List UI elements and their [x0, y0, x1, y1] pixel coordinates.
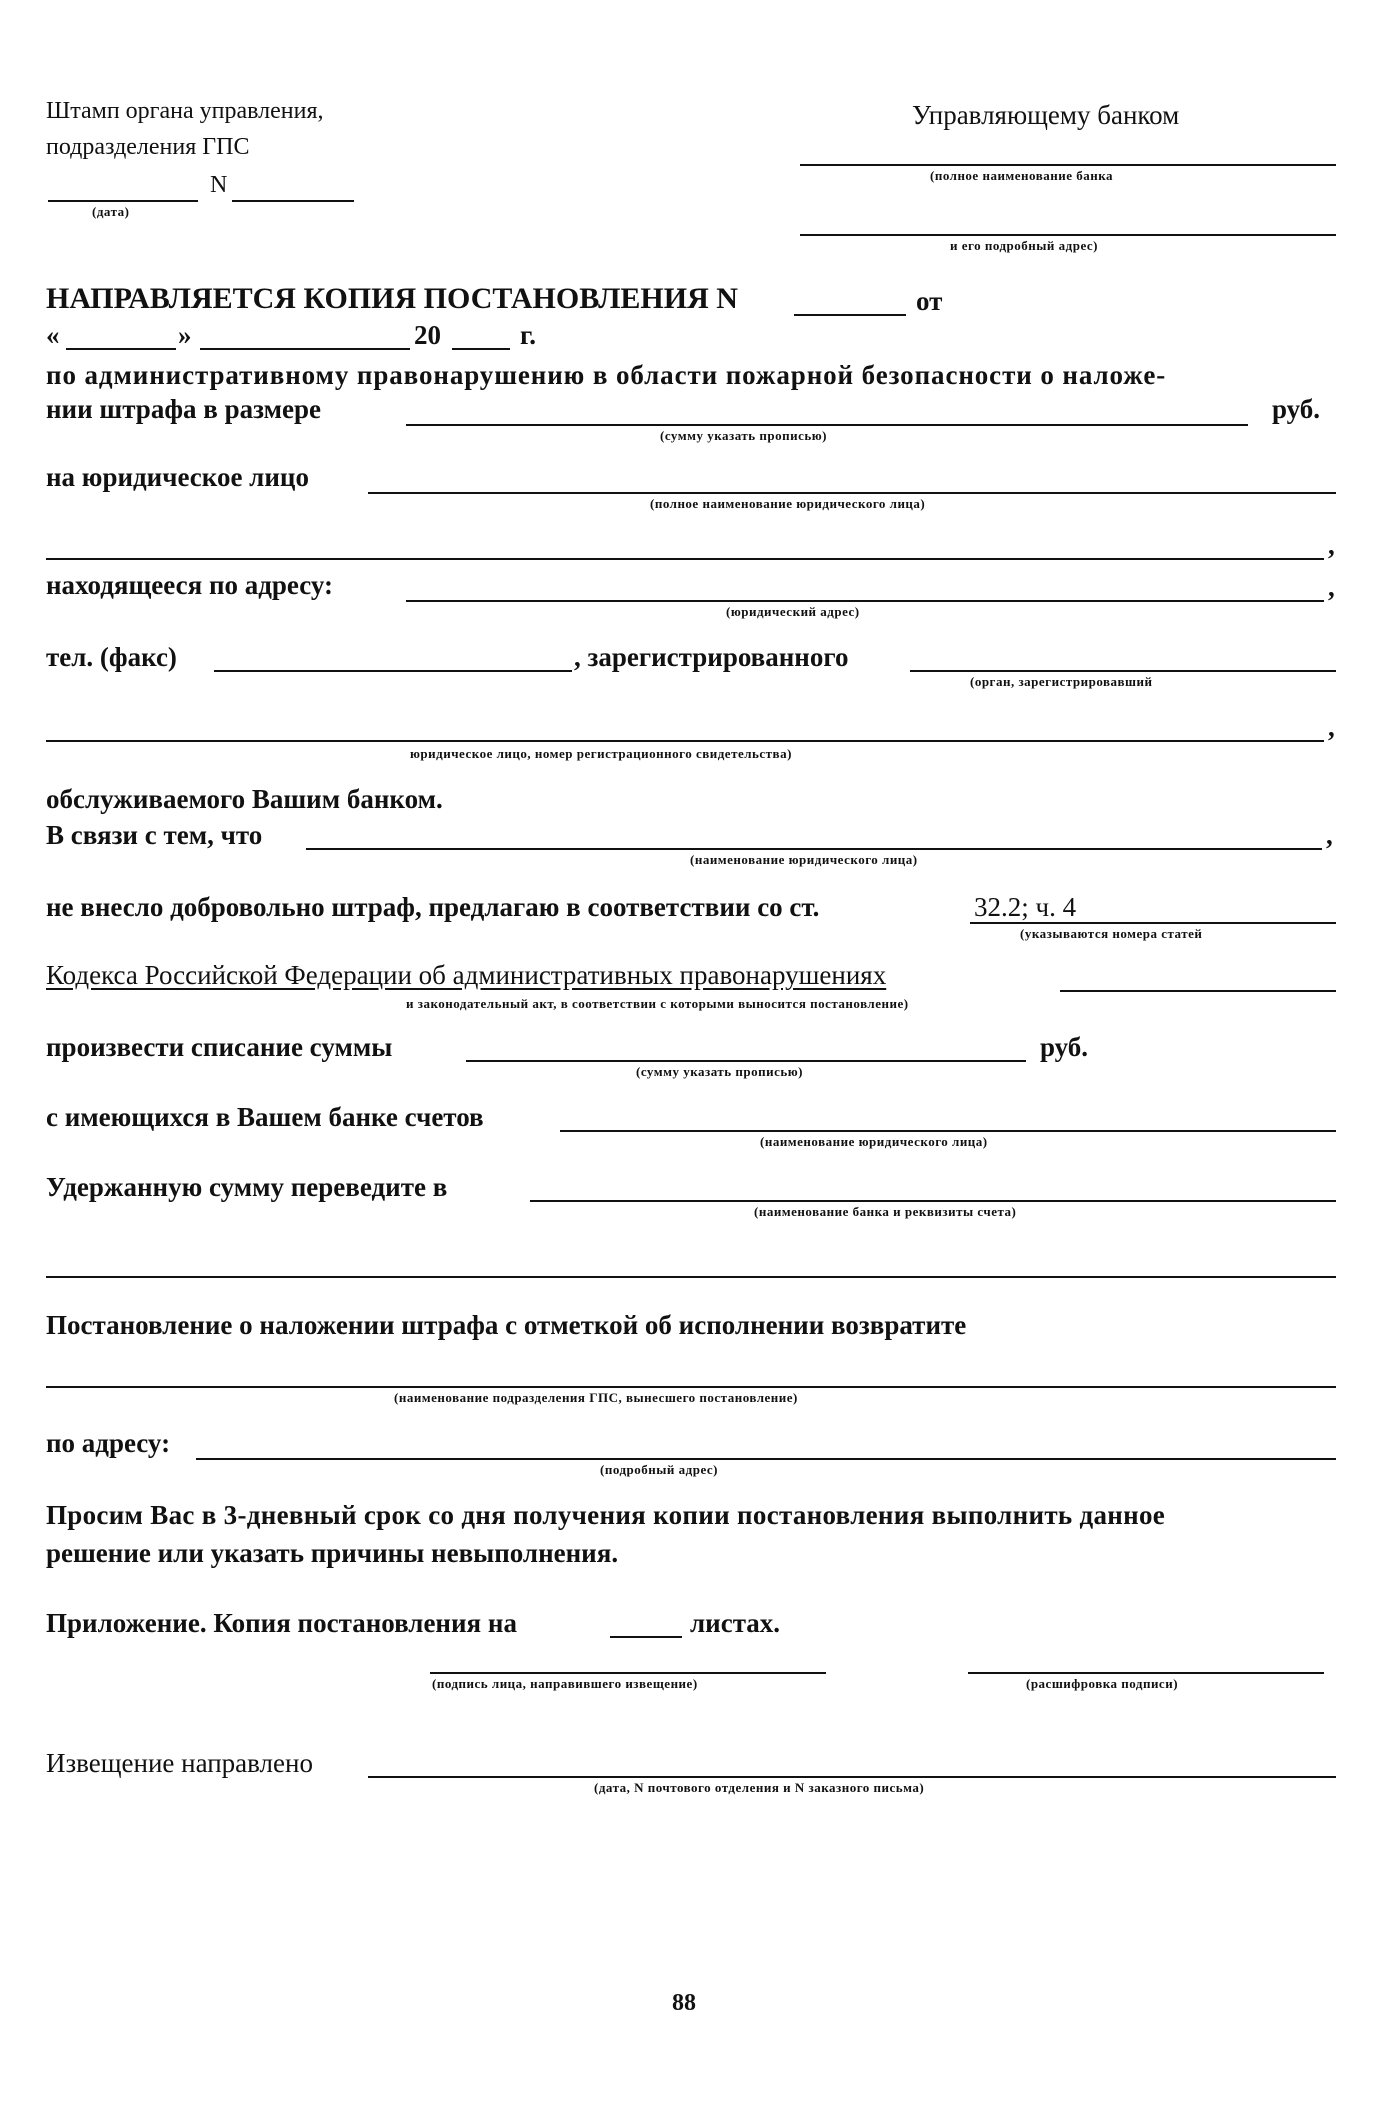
entity-name-caption: (наименование юридического лица) [690, 852, 918, 867]
document-title: НАПРАВЛЯЕТСЯ КОПИЯ ПОСТАНОВЛЕНИЯ N [46, 282, 738, 315]
from-label: от [916, 286, 943, 316]
page-number: 88 [672, 1990, 696, 2016]
address-field[interactable] [406, 600, 1324, 602]
accounts-caption: (наименование юридического лица) [760, 1134, 988, 1149]
return-address-field[interactable] [196, 1458, 1336, 1460]
notice-field[interactable] [368, 1776, 1336, 1778]
comma-1: , [1328, 530, 1335, 560]
bank-address-caption: и его подробный адрес) [950, 238, 1098, 253]
attachment-suffix: листах. [690, 1608, 781, 1638]
registration-field-cont[interactable] [46, 740, 1324, 742]
code-caption: и законодательный акт, в соответствии с которыми выносится постановление) [406, 996, 909, 1011]
writeoff-label: произвести списание суммы [46, 1032, 393, 1062]
year-suffix: г. [520, 320, 536, 350]
request-line-1: Просим Вас в 3-дневный срок со дня получения копии постановления выполнить данное [46, 1500, 1166, 1530]
code-field-rest[interactable] [1060, 990, 1336, 992]
year-field[interactable] [452, 348, 510, 350]
since-label: В связи с тем, что [46, 820, 263, 850]
transfer-field[interactable] [530, 1200, 1336, 1202]
quote-open: « [46, 320, 60, 350]
article-caption: (указываются номера статей [1020, 926, 1203, 941]
comma-4: , [1326, 820, 1333, 850]
month-field[interactable] [200, 348, 410, 350]
notice-caption: (дата, N почтового отделения и N заказного письма) [594, 1780, 925, 1795]
comma-2: , [1328, 572, 1335, 602]
accounts-field[interactable] [560, 1130, 1336, 1132]
stamp-line-2: подразделения ГПС [46, 134, 250, 160]
resolution-number-field[interactable] [794, 314, 906, 316]
phone-field[interactable] [214, 670, 572, 672]
transfer-field-cont[interactable] [46, 1276, 1336, 1278]
accounts-label: с имеющихся в Вашем банке счетов [46, 1102, 484, 1132]
transfer-label: Удержанную сумму переведите в [46, 1172, 448, 1202]
bank-address-field[interactable] [800, 234, 1336, 236]
not-paid-label: не внесло добровольно штраф, предлагаю в соответствии со ст. [46, 892, 820, 922]
legal-entity-field-cont[interactable] [46, 558, 1324, 560]
return-unit-field[interactable] [46, 1386, 1336, 1388]
stamp-number-field[interactable] [232, 200, 354, 202]
comma-3: , [1328, 712, 1335, 742]
stamp-date-field[interactable] [48, 200, 198, 202]
legal-entity-caption: (полное наименование юридического лица) [650, 496, 926, 511]
registered-by-field[interactable] [910, 670, 1336, 672]
offense-line-1: по административному правонарушению в области пожарной безопасности о наложе- [46, 360, 1167, 390]
bank-name-caption: (полное наименование банка [930, 168, 1114, 183]
phone-label: тел. (факс) [46, 642, 177, 672]
writeoff-amount-field[interactable] [466, 1060, 1026, 1062]
quote-close: » [178, 320, 192, 350]
offense-line-2: нии штрафа в размере [46, 394, 321, 424]
signature-caption: (подпись лица, направившего извещение) [432, 1676, 698, 1691]
rub-label-1: руб. [1272, 394, 1321, 424]
stamp-line-1: Штамп органа управления, [46, 98, 324, 124]
reg-caption-2: юридическое лицо, номер регистрационного свидетельства) [410, 746, 792, 761]
address-label: находящееся по адресу: [46, 570, 334, 600]
year-prefix: 20 [414, 320, 441, 350]
addressee-label: Управляющему банком [912, 100, 1180, 130]
reg-caption-1: (орган, зарегистрировавший [970, 674, 1153, 689]
article-value: 32.2; ч. 4 [974, 892, 1077, 922]
return-address-label: по адресу: [46, 1428, 171, 1458]
fine-amount-field[interactable] [406, 424, 1248, 426]
registered-label: , зарегистрированного [574, 642, 849, 672]
bank-name-field[interactable] [800, 164, 1336, 166]
notice-label: Извещение направлено [46, 1748, 313, 1778]
return-caption: (наименование подразделения ГПС, вынесшего постановление) [394, 1390, 798, 1405]
stamp-number-label: N [210, 172, 228, 198]
signature-decode-caption: (расшифровка подписи) [1026, 1676, 1179, 1691]
signature-decode-field[interactable] [968, 1672, 1324, 1674]
legal-entity-field[interactable] [368, 492, 1336, 494]
sheets-count-field[interactable] [610, 1636, 682, 1638]
stamp-date-caption: (дата) [92, 204, 130, 219]
rub-label-2: руб. [1040, 1032, 1089, 1062]
day-field[interactable] [66, 348, 176, 350]
code-value: Кодекса Российской Федерации об административных правонарушениях [46, 960, 887, 990]
legal-entity-label: на юридическое лицо [46, 462, 309, 492]
writeoff-caption: (сумму указать прописью) [636, 1064, 804, 1079]
served-label: обслуживаемого Вашим банком. [46, 784, 443, 814]
return-label: Постановление о наложении штрафа с отметкой об исполнении возвратите [46, 1310, 967, 1340]
address-caption: (юридический адрес) [726, 604, 860, 619]
return-address-caption: (подробный адрес) [600, 1462, 718, 1477]
fine-amount-caption: (сумму указать прописью) [660, 428, 828, 443]
signature-field[interactable] [430, 1672, 826, 1674]
transfer-caption: (наименование банка и реквизиты счета) [754, 1204, 1017, 1219]
attachment-label: Приложение. Копия постановления на [46, 1608, 517, 1638]
request-line-2: решение или указать причины невыполнения. [46, 1538, 619, 1568]
entity-name-field[interactable] [306, 848, 1322, 850]
